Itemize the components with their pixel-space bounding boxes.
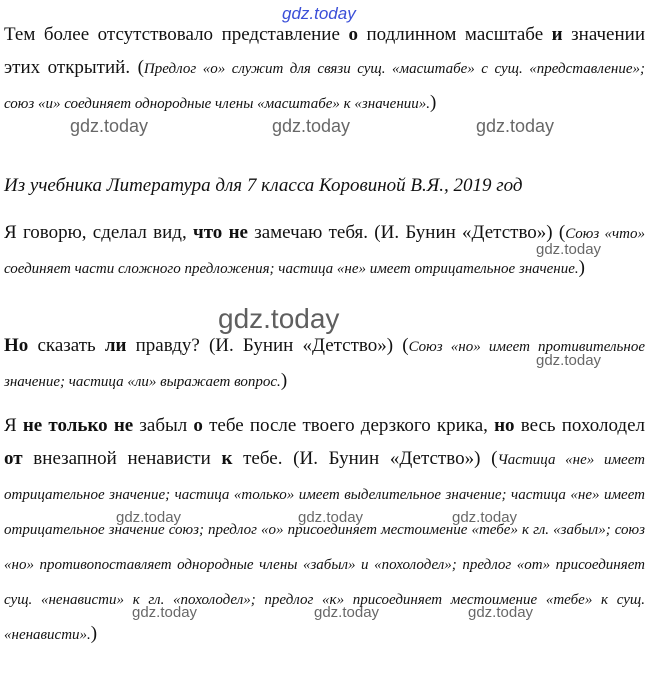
watermark: gdz.today (536, 241, 602, 258)
para3-note: Союз «но» имеет противительное значение; частица «ли» выражает вопрос. (4, 339, 645, 390)
para4-bold-2: о (193, 415, 203, 436)
para3-bold-1: Но (4, 335, 29, 356)
para4-bold-5: к (221, 448, 233, 469)
watermark: gdz.today (298, 509, 364, 526)
para4-text-5: внезапной ненависти (22, 448, 222, 469)
para4-text-4: весь похолодел (514, 415, 645, 436)
para3-text-2: правду? (И. Бунин «Детство») ( (126, 335, 409, 356)
watermark: gdz.today (452, 509, 518, 526)
watermark: gdz.today (132, 604, 198, 621)
para3-text-1: сказать (28, 335, 105, 356)
document-page (4, 0, 645, 674)
watermark: gdz.today (272, 116, 351, 136)
para1-note: Предлог «о» служит для связи сущ. «масштабе» с сущ. «представление»; союз «и» соединяет однородные члены «масштабе» к «значении». (4, 61, 645, 112)
watermark-large: gdz.today (218, 303, 340, 334)
para1-close-paren: ) (430, 92, 437, 113)
para1-bold-preposition: о (348, 24, 358, 45)
para1-bold-conjunction: и (551, 24, 563, 45)
para2-bold-words: что не (193, 222, 248, 243)
paragraph-3 (4, 329, 645, 399)
para4-bold-1: не только не (22, 415, 134, 436)
para2-note: Союз «что» соединяет части сложного предложения; частица «не» имеет отрицательное значение. (4, 226, 645, 277)
para4-bold-3: но (494, 415, 515, 436)
watermark: gdz.today (468, 604, 534, 621)
para1-text-1: Тем более отсутствовало представление (4, 24, 349, 45)
para4-bold-4: от (4, 448, 23, 469)
para4-text-3: тебе после твоего дерзкого крика, (202, 415, 495, 436)
para4-text-6: тебе. (И. Бунин «Детство») ( (232, 448, 498, 469)
para1-text-3: значении этих открытий. ( (4, 24, 645, 78)
watermark: gdz.today (476, 116, 555, 136)
watermark: gdz.today (536, 352, 602, 369)
para4-close-paren: ) (90, 623, 98, 644)
watermark: gdz.today (116, 509, 182, 526)
para4-text-2: забыл (133, 415, 194, 436)
para2-text-2: замечаю тебя. (И. Бунин «Детство») ( (247, 222, 566, 243)
watermark: gdz.today (70, 116, 149, 136)
para2-text-1: Я говорю, сделал вид, (4, 222, 193, 243)
para4-note: Частица «не» имеет отрицательное значение; частица «только» имеет выделительное значение; частица «не» имеет отрицательное значение союз; предлог «о» присоединяет местоимение «тебе» к гл. «забыл»; союз «но» противопоставляет однородные члены «забыл» и «похолодел»; предлог «от» присоединяет сущ. «ненависти» к гл. «похолодел»; предлог «к» присоединяет местоимение «тебе» к сущ. «ненависти». (4, 452, 645, 643)
paragraph-1 (4, 18, 645, 121)
paragraph-4 (4, 409, 645, 652)
para2-close-paren: ) (578, 257, 585, 278)
para1-text-2: подлинном масштабе (357, 24, 552, 45)
para3-bold-2: ли (104, 335, 127, 356)
watermark-top: gdz.today (282, 4, 356, 23)
source-heading: Из учебника Литература для 7 класса Коровиной В.Я., 2019 год (4, 175, 523, 196)
paragraph-2 (4, 216, 645, 286)
watermark: gdz.today (314, 604, 380, 621)
para4-text-1: Я (4, 415, 23, 436)
para3-close-paren: ) (280, 370, 288, 391)
